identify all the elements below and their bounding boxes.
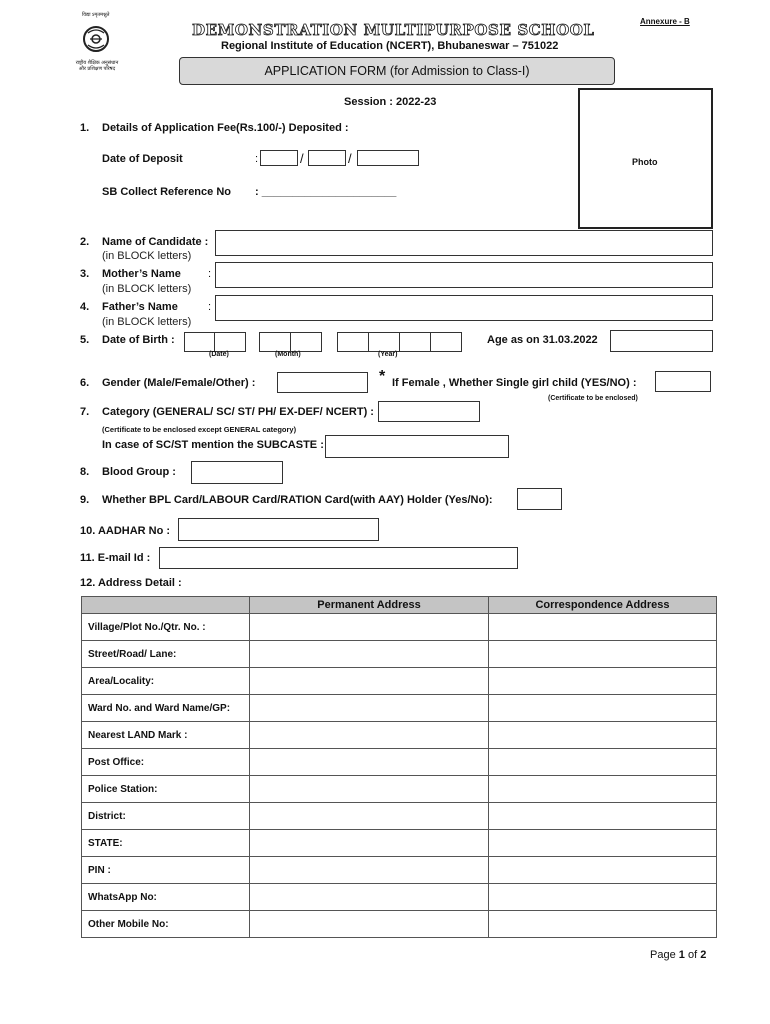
permanent-police-station-cell[interactable]: [250, 776, 489, 803]
correspondence-ward-cell[interactable]: [489, 695, 717, 722]
permanent-pin-cell[interactable]: [250, 857, 489, 884]
single-girl-input[interactable]: [655, 371, 711, 392]
institute-name: Regional Institute of Education (NCERT), Bhubaneswar – 751022: [221, 40, 559, 52]
table-row: [82, 857, 717, 884]
table-row: [82, 695, 717, 722]
table-row: [82, 614, 717, 641]
age-input[interactable]: [610, 330, 713, 352]
block-letters-note-2: (in BLOCK letters): [102, 283, 192, 295]
table-row: [82, 911, 717, 938]
q8-number: 8.: [80, 466, 90, 478]
address-table-header: [82, 597, 717, 614]
date-of-deposit-label: Date of Deposit: [102, 153, 183, 165]
mother-name-label: Mother’s Name: [102, 268, 181, 280]
category-cert-note: (Certificate to be enclosed except GENERAL category): [102, 425, 297, 434]
father-name-input[interactable]: [215, 295, 713, 321]
correspondence-area-cell[interactable]: [489, 668, 717, 695]
correspondence-police-station-cell[interactable]: [489, 776, 717, 803]
page-prefix: Page: [650, 949, 676, 961]
permanent-post-office-cell[interactable]: [250, 749, 489, 776]
subcaste-label: In case of SC/ST mention the SUBCASTE :: [102, 439, 324, 451]
q3-number: 3.: [80, 268, 90, 280]
correspondence-post-office-cell[interactable]: [489, 749, 717, 776]
ncert-logo: [80, 19, 112, 63]
row-label-village: Village/Plot No./Qtr. No. :: [82, 614, 250, 641]
deposit-slash-1: /: [300, 151, 304, 166]
table-row: [82, 776, 717, 803]
row-label-area: Area/Locality:: [82, 668, 250, 695]
email-label: 11. E-mail Id :: [80, 552, 151, 564]
mother-colon: :: [208, 268, 212, 280]
correspondence-landmark-cell[interactable]: [489, 722, 717, 749]
row-label-post-office: Post Office:: [82, 749, 250, 776]
row-label-other-mobile: Other Mobile No:: [82, 911, 250, 938]
correspondence-village-cell[interactable]: [489, 614, 717, 641]
sb-collect-input[interactable]: : ______________________: [255, 186, 397, 198]
permanent-village-cell[interactable]: [250, 614, 489, 641]
father-name-label: Father’s Name: [102, 301, 178, 313]
row-label-street: Street/Road/ Lane:: [82, 641, 250, 668]
correspondence-state-cell[interactable]: [489, 830, 717, 857]
single-girl-cert-note: (Certificate to be enclosed): [548, 395, 638, 402]
q6-number: 6.: [80, 377, 90, 389]
table-row: [82, 722, 717, 749]
q1-number: 1.: [80, 122, 90, 134]
sb-collect-label: SB Collect Reference No: [102, 186, 231, 198]
row-label-district: District:: [82, 803, 250, 830]
address-header-correspondence: Correspondence Address: [489, 597, 717, 614]
table-row: [82, 641, 717, 668]
logo-caption-bottom: राष्ट्रीय शैक्षिक अनुसंधान और प्रशिक्षण परिषद: [75, 60, 119, 72]
table-row: [82, 803, 717, 830]
dob-date-caption: (Date): [209, 351, 229, 358]
photo-label: Photo: [632, 157, 658, 167]
deposit-day-input[interactable]: [260, 150, 298, 166]
deposit-colon: :: [255, 153, 259, 165]
gender-input[interactable]: [277, 372, 368, 393]
permanent-other-mobile-cell[interactable]: [250, 911, 489, 938]
permanent-landmark-cell[interactable]: [250, 722, 489, 749]
dob-year-digit-4[interactable]: [430, 332, 462, 352]
permanent-state-cell[interactable]: [250, 830, 489, 857]
bpl-card-label: Whether BPL Card/LABOUR Card/RATION Card(with AAY) Holder (Yes/No):: [102, 494, 493, 506]
row-label-whatsapp: WhatsApp No:: [82, 884, 250, 911]
annexure-label: Annexure - B: [640, 17, 690, 26]
dob-day-digit-2[interactable]: [214, 332, 246, 352]
category-input[interactable]: [378, 401, 480, 422]
logo-caption-top: विद्या ऽमृतमश्नुते: [82, 12, 110, 18]
form-title-banner: APPLICATION FORM (for Admission to Class-I): [179, 57, 615, 85]
asterisk: *: [379, 368, 386, 385]
table-row: [82, 884, 717, 911]
correspondence-street-cell[interactable]: [489, 641, 717, 668]
dob-month-digit-1[interactable]: [259, 332, 291, 352]
q9-number: 9.: [80, 494, 90, 506]
candidate-name-input[interactable]: [215, 230, 713, 256]
blood-group-input[interactable]: [191, 461, 283, 484]
permanent-district-cell[interactable]: [250, 803, 489, 830]
mother-name-input[interactable]: [215, 262, 713, 288]
correspondence-pin-cell[interactable]: [489, 857, 717, 884]
permanent-street-cell[interactable]: [250, 641, 489, 668]
dob-year-digit-3[interactable]: [399, 332, 431, 352]
correspondence-other-mobile-cell[interactable]: [489, 911, 717, 938]
page-total: 2: [700, 949, 707, 961]
email-input[interactable]: [159, 547, 518, 569]
dob-month-caption: (Month): [275, 351, 301, 358]
category-label: Category (GENERAL/ SC/ ST/ PH/ EX-DEF/ NCERT) :: [102, 406, 374, 418]
deposit-month-input[interactable]: [308, 150, 346, 166]
dob-year-digit-2[interactable]: [368, 332, 400, 352]
table-row: [82, 830, 717, 857]
table-row: [82, 668, 717, 695]
address-header-permanent: Permanent Address: [250, 597, 489, 614]
q7-number: 7.: [80, 406, 90, 418]
q2-number: 2.: [80, 236, 90, 248]
gender-label: Gender (Male/Female/Other) :: [102, 377, 256, 389]
aadhar-input[interactable]: [178, 518, 379, 541]
dob-label: Date of Birth :: [102, 334, 175, 346]
row-label-state: STATE:: [82, 830, 250, 857]
page-indicator: [650, 949, 706, 961]
correspondence-whatsapp-cell[interactable]: [489, 884, 717, 911]
father-colon: :: [208, 301, 212, 313]
permanent-whatsapp-cell[interactable]: [250, 884, 489, 911]
dob-year-digit-1[interactable]: [337, 332, 369, 352]
fee-label: Details of Application Fee(Rs.100/-) Deposited :: [102, 122, 349, 134]
dob-day-digit-1[interactable]: [184, 332, 215, 352]
dob-month-digit-2[interactable]: [290, 332, 322, 352]
correspondence-district-cell[interactable]: [489, 803, 717, 830]
session-label: Session : 2022-23: [344, 96, 437, 108]
q4-number: 4.: [80, 301, 90, 313]
address-header-blank: [82, 597, 250, 614]
block-letters-note-3: (in BLOCK letters): [102, 316, 192, 328]
deposit-year-input[interactable]: [357, 150, 419, 166]
school-name: DEMONSTRATION MULTIPURPOSE SCHOOL: [192, 21, 595, 39]
single-girl-label: If Female , Whether Single girl child (YES/NO) :: [392, 377, 637, 389]
aadhar-label: 10. AADHAR No :: [80, 525, 171, 537]
address-table: [81, 596, 717, 938]
subcaste-input[interactable]: [325, 435, 509, 458]
row-label-landmark: Nearest LAND Mark :: [82, 722, 250, 749]
row-label-pin: PIN :: [82, 857, 250, 884]
deposit-slash-2: /: [348, 151, 352, 166]
blood-group-label: Blood Group :: [102, 466, 176, 478]
row-label-police-station: Police Station:: [82, 776, 250, 803]
q5-number: 5.: [80, 334, 90, 346]
block-letters-note-1: (in BLOCK letters): [102, 250, 192, 262]
page-of: of: [687, 949, 698, 961]
table-row: [82, 749, 717, 776]
row-label-ward: Ward No. and Ward Name/GP:: [82, 695, 250, 722]
age-label: Age as on 31.03.2022: [487, 334, 598, 346]
dob-year-caption: (Year): [378, 351, 398, 358]
address-detail-label: 12. Address Detail :: [80, 577, 182, 589]
candidate-name-label: Name of Candidate :: [102, 236, 209, 248]
page-number: 1: [678, 949, 685, 961]
bpl-card-input[interactable]: [517, 488, 562, 510]
permanent-ward-cell[interactable]: [250, 695, 489, 722]
permanent-area-cell[interactable]: [250, 668, 489, 695]
